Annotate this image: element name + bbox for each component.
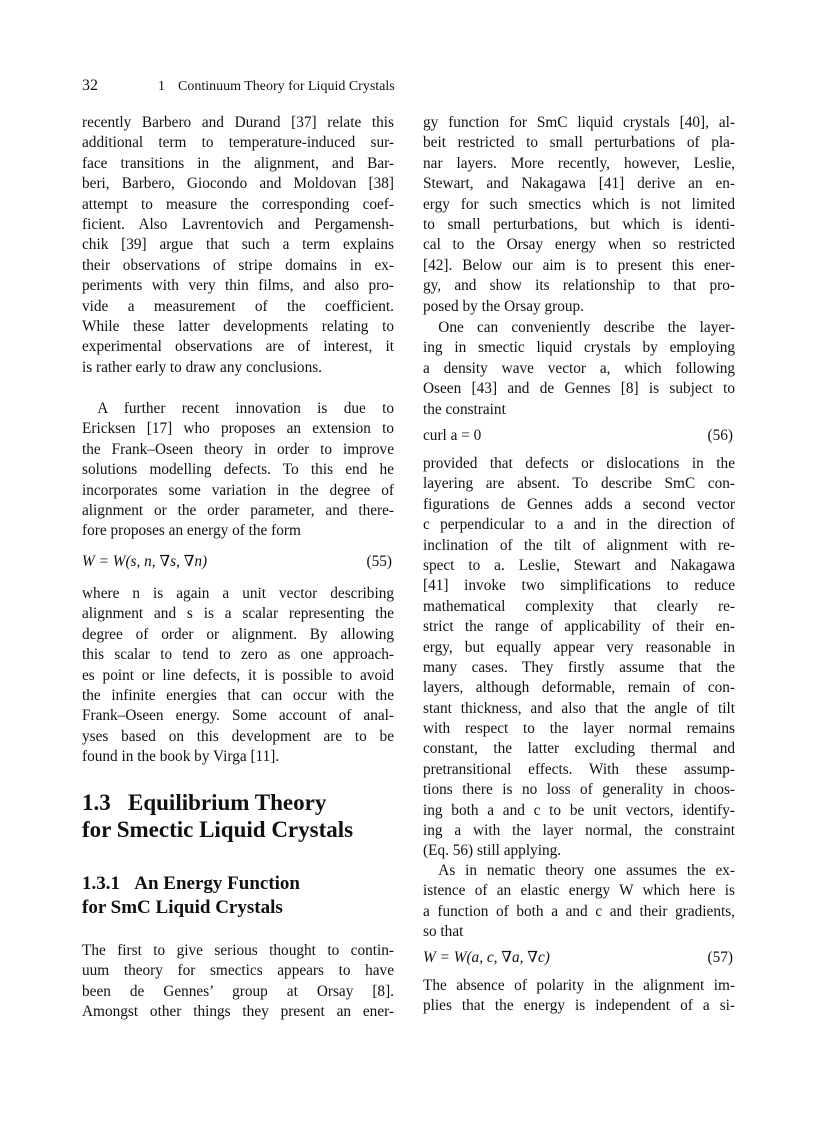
subsection-title-line1: An Energy Function xyxy=(134,873,300,894)
text-line: ficient. Also Lavrentovich and Pergamensh- xyxy=(82,215,394,233)
text-line: is rather early to draw any conclusions. xyxy=(82,358,322,376)
text-line: inclination of the tilt of alignment with re- xyxy=(423,536,735,554)
text-line: While these latter developments relating to xyxy=(82,317,394,335)
text-line: The first to give serious thought to contin- xyxy=(82,942,394,959)
text-line: chik [39] argue that such a term explains xyxy=(82,236,394,254)
equation-formula: W = W(a, c, ∇a, ∇c) xyxy=(423,949,550,966)
equation-formula: curl a = 0 xyxy=(423,427,482,444)
subsection-number: 1.3.1 xyxy=(82,873,120,894)
equation-56 xyxy=(423,426,735,446)
text-line: ing both a and c to be unit vectors, identify- xyxy=(423,801,735,819)
text-line: [41] invoke two simplifications to reduce xyxy=(423,577,735,595)
equation-formula: W = W(s, n, ∇s, ∇n) xyxy=(82,553,208,570)
text-line: plies that the energy is independent of a si- xyxy=(423,997,735,1015)
section-heading xyxy=(82,789,353,843)
text-line: ing a with the layer normal, the constraint xyxy=(423,822,735,840)
text-line: where n is again a unit vector describing xyxy=(82,585,394,602)
text-line: ergy for such smectics which is not limited xyxy=(423,195,735,213)
text-line: Stewart, and Nakagawa [41] derive an en- xyxy=(423,175,735,193)
text-line: uum theory for smectics appears to have xyxy=(82,962,394,980)
text-line: the Frank–Oseen theory in order to improve xyxy=(82,440,394,458)
text-line: incorporates some variation in the degree of xyxy=(82,481,394,499)
text-line: figurations de Gennes adds a second vector xyxy=(423,495,735,513)
text-line: provided that defects or dislocations in the xyxy=(423,455,735,472)
equation-number: (56) xyxy=(707,427,733,444)
paragraph xyxy=(423,861,735,943)
text-line: to small perturbations, but which is identi- xyxy=(423,215,735,233)
text-line: es point or line defects, it is possible to avoid xyxy=(82,666,394,684)
text-line: gy function for SmC liquid crystals [40], al- xyxy=(423,114,735,131)
text-line: (Eq. 56) still applying. xyxy=(423,842,562,860)
text-line: Amongst other things they present an ener- xyxy=(82,1003,394,1021)
chapter-number: 1 xyxy=(158,79,165,94)
text-line: many cases. They firstly assume that the xyxy=(423,658,735,676)
text-line: strict the range of applicability of their en- xyxy=(423,618,735,636)
text-line: alignment and s is a scalar representing the xyxy=(82,605,394,623)
text-line: their observations of stripe domains in ex- xyxy=(82,256,394,274)
text-line: nar layers. More recently, however, Leslie, xyxy=(423,154,735,172)
text-line: gy, and show its relationship to that pro- xyxy=(423,277,735,295)
text-line: Ericksen [17] who proposes an extension to xyxy=(82,420,394,438)
text-line: Oseen [43] and de Gennes [8] is subject to xyxy=(423,380,735,398)
text-line: One can conveniently describe the layer- xyxy=(423,319,735,336)
equation-57 xyxy=(423,948,735,968)
text-line: fore proposes an energy of the form xyxy=(82,522,301,540)
text-line: alignment or the order parameter, and there- xyxy=(82,501,394,519)
paragraph xyxy=(82,399,394,542)
text-line: experimental observations are of interest, it xyxy=(82,338,394,356)
text-line: ergy, but equally appear very reasonable in xyxy=(423,638,735,656)
equation-number: (57) xyxy=(707,949,733,966)
text-line: spect to a. Leslie, Stewart and Nakagawa xyxy=(423,556,735,574)
paragraph xyxy=(423,318,735,420)
page-number: 32 xyxy=(82,77,98,94)
chapter-title: Continuum Theory for Liquid Crystals xyxy=(178,79,395,94)
text-line: yses based on this development are to be xyxy=(82,727,394,745)
text-line: posed by the Orsay group. xyxy=(423,297,585,315)
text-line: [42]. Below our aim is to present this ener- xyxy=(423,256,735,274)
text-line: a density wave vector a, which following xyxy=(423,359,735,377)
subsection-title-line2: for SmC Liquid Crystals xyxy=(82,897,283,918)
text-line: A further recent innovation is due to xyxy=(82,400,394,417)
text-line: ing in smectic liquid crystals by employing xyxy=(423,339,735,357)
paragraph xyxy=(423,976,735,1017)
paragraph xyxy=(423,454,735,862)
text-line: the infinite energies that can occur with the xyxy=(82,686,394,704)
text-line: c perpendicular to a and in the direction of xyxy=(423,516,735,534)
text-line: face transitions in the alignment, and Bar- xyxy=(82,154,394,172)
text-line: periments with very thin films, and also pro- xyxy=(82,277,394,295)
text-line: beri, Barbero, Giocondo and Moldovan [38] xyxy=(82,175,394,193)
text-line: tions there is no loss of generality in choos- xyxy=(423,781,735,799)
text-line: beit restricted to small perturbations of pla- xyxy=(423,134,735,152)
text-line: layers, although deformable, remain of con- xyxy=(423,679,735,697)
text-line: constant, the latter excluding thermal and xyxy=(423,740,735,758)
text-line: so that xyxy=(423,923,464,941)
text-line: As in nematic theory one assumes the ex- xyxy=(423,862,735,879)
text-line: mathematical complexity that clearly re- xyxy=(423,597,735,615)
text-line: pretransitional effects. With these assump- xyxy=(423,760,735,778)
text-line: The absence of polarity in the alignment im- xyxy=(423,977,735,994)
text-line: additional term to temperature-induced sur- xyxy=(82,134,394,152)
text-line: this scalar to tend to zero as one approach- xyxy=(82,646,394,664)
section-title-line2: for Smectic Liquid Crystals xyxy=(82,817,354,842)
text-line: attempt to measure the corresponding coef- xyxy=(82,195,394,213)
text-line: degree of order or alignment. By allowing xyxy=(82,625,394,643)
text-line: recently Barbero and Durand [37] relate this xyxy=(82,114,394,131)
text-line: found in the book by Virga [11]. xyxy=(82,748,280,766)
text-line: with respect to the layer normal remains xyxy=(423,720,735,738)
text-line: cal to the Orsay energy when so restricted xyxy=(423,236,735,254)
paragraph xyxy=(423,113,735,317)
section-number: 1.3 xyxy=(82,790,111,815)
text-line: the constraint xyxy=(423,400,506,418)
text-line: solutions modelling defects. To this end he xyxy=(82,461,394,479)
section-title-line1: Equilibrium Theory xyxy=(128,790,327,815)
text-line: a function of both a and c and their gradients, xyxy=(423,902,735,920)
text-line: Frank–Oseen energy. Some account of anal- xyxy=(82,707,394,725)
text-line: stant thickness, and also that the angle of tilt xyxy=(423,699,735,717)
paragraph xyxy=(82,941,394,1023)
paragraph xyxy=(82,584,394,768)
paragraph xyxy=(82,113,394,378)
equation-55 xyxy=(82,552,394,572)
text-line: vide a measurement of the coefficient. xyxy=(82,297,394,315)
text-line: istence of an elastic energy W which here is xyxy=(423,882,735,900)
text-line: been de Gennes’ group at Orsay [8]. xyxy=(82,982,394,1000)
subsection-heading xyxy=(82,872,300,920)
equation-number: (55) xyxy=(366,553,392,570)
text-line: layering are absent. To describe SmC con- xyxy=(423,475,735,493)
